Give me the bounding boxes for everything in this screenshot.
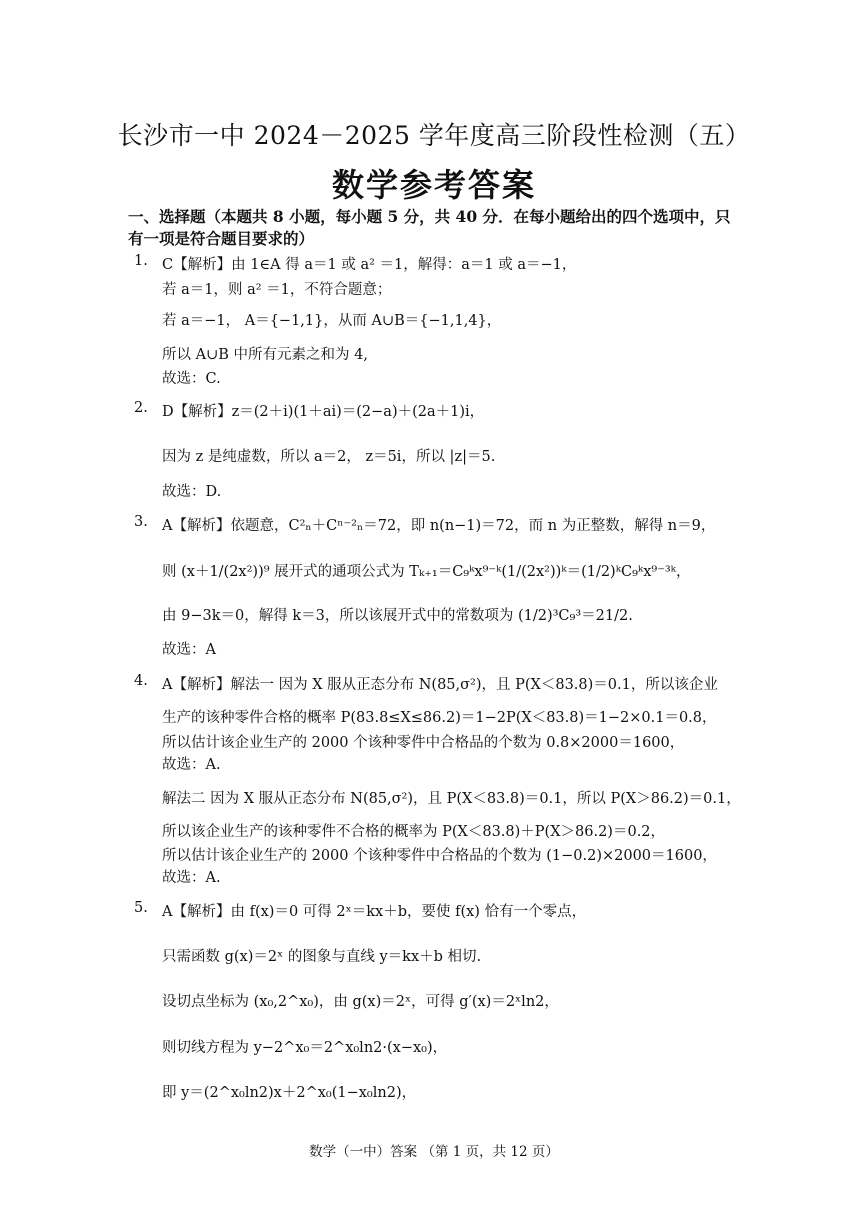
answer-line: 即 y＝(2^x₀ln2)x＋2^x₀(1−x₀ln2)， xyxy=(162,1085,417,1101)
question-number: 3. xyxy=(134,514,148,530)
question-number: 2. xyxy=(134,400,148,416)
answer-line: 故选：C. xyxy=(162,371,221,387)
section-heading: 一、选择题（本题共 8 小题，每小题 5 分，共 40 分．在每小题给出的四个选项中，只有一项是符合题目要求的） xyxy=(128,207,731,248)
answer-line: 若 a＝1，则 a² ＝1，不符合题意； xyxy=(162,282,392,298)
answer-line: 所以该企业生产的该种零件不合格的概率为 P(X＜83.8)＋P(X＞86.2)＝0.2， xyxy=(162,824,666,840)
answer-line: 故选：A. xyxy=(162,757,221,773)
answer-line: C【解析】由 1∈A 得 a＝1 或 a² ＝1，解得：a＝1 或 a＝−1， xyxy=(162,257,577,273)
answer-line: 由 9−3k＝0，解得 k＝3，所以该展开式中的常数项为 (1/2)³C₉³＝21/2. xyxy=(162,608,633,624)
answer-line: 设切点坐标为 (x₀,2^x₀)，由 g(x)＝2ˣ，可得 g′(x)＝2ˣln2， xyxy=(162,994,559,1010)
answer-line: 若 a＝−1， A＝{−1,1}，从而 A∪B＝{−1,1,4}， xyxy=(162,313,502,329)
answer-line: 故选：D. xyxy=(162,484,222,500)
answer-line: 因为 z 是纯虚数，所以 a＝2， z＝5i，所以 |z|＝5. xyxy=(162,449,496,465)
answer-line: 故选：A xyxy=(162,642,216,658)
answer-line: 所以估计该企业生产的 2000 个该种零件中合格品的个数为 (1−0.2)×2000＝1600， xyxy=(162,848,717,864)
answer-line: 只需函数 g(x)＝2ˣ 的图象与直线 y＝kx＋b 相切. xyxy=(162,949,482,965)
answer-line: 故选：A. xyxy=(162,870,221,886)
answer-line: 则 (x＋1/(2x²))⁹ 展开式的通项公式为 Tₖ₊₁＝C₉ᵏx⁹⁻ᵏ(1/(2x²))ᵏ＝(1/2)ᵏC₉ᵏx⁹⁻³ᵏ， xyxy=(162,564,691,580)
question-number: 4. xyxy=(134,673,148,689)
document-title: 长沙市一中 2024－2025 学年度高三阶段性检测（五） xyxy=(117,121,751,150)
answer-line: 生产的该种零件合格的概率 P(83.8≤X≤86.2)＝1−2P(X＜83.8)＝1−2×0.1＝0.8， xyxy=(162,710,717,726)
answer-line: 所以估计该企业生产的 2000 个该种零件中合格品的个数为 0.8×2000＝1600， xyxy=(162,735,685,751)
answer-line: D【解析】z＝(2＋i)(1＋ai)＝(2−a)＋(2a＋1)i， xyxy=(162,404,485,420)
answer-line: A【解析】解法一 因为 X 服从正态分布 N(85,σ²)，且 P(X＜83.8)＝0.1，所以该企业 xyxy=(162,677,718,693)
answer-line: 所以 A∪B 中所有元素之和为 4, xyxy=(162,347,368,363)
answer-line: A【解析】由 f(x)＝0 可得 2ˣ＝kx＋b，要使 f(x) 恰有一个零点， xyxy=(162,904,587,920)
answer-line: A【解析】依题意，C²ₙ＋Cⁿ⁻²ₙ＝72，即 n(n−1)＝72，而 n 为正整数，解得 n＝9， xyxy=(162,518,716,534)
answer-line: 解法二 因为 X 服从正态分布 N(85,σ²)，且 P(X＜83.8)＝0.1，所以 P(X＞86.2)＝0.1， xyxy=(162,791,741,807)
page-footer: 数学（一中）答案 （第 1 页，共 12 页） xyxy=(309,1144,559,1160)
question-number: 5. xyxy=(134,900,148,916)
question-number: 1. xyxy=(134,253,148,269)
answer-line: 则切线方程为 y−2^x₀＝2^x₀ln2·(x−x₀)， xyxy=(162,1040,448,1056)
document-subtitle: 数学参考答案 xyxy=(331,166,536,204)
